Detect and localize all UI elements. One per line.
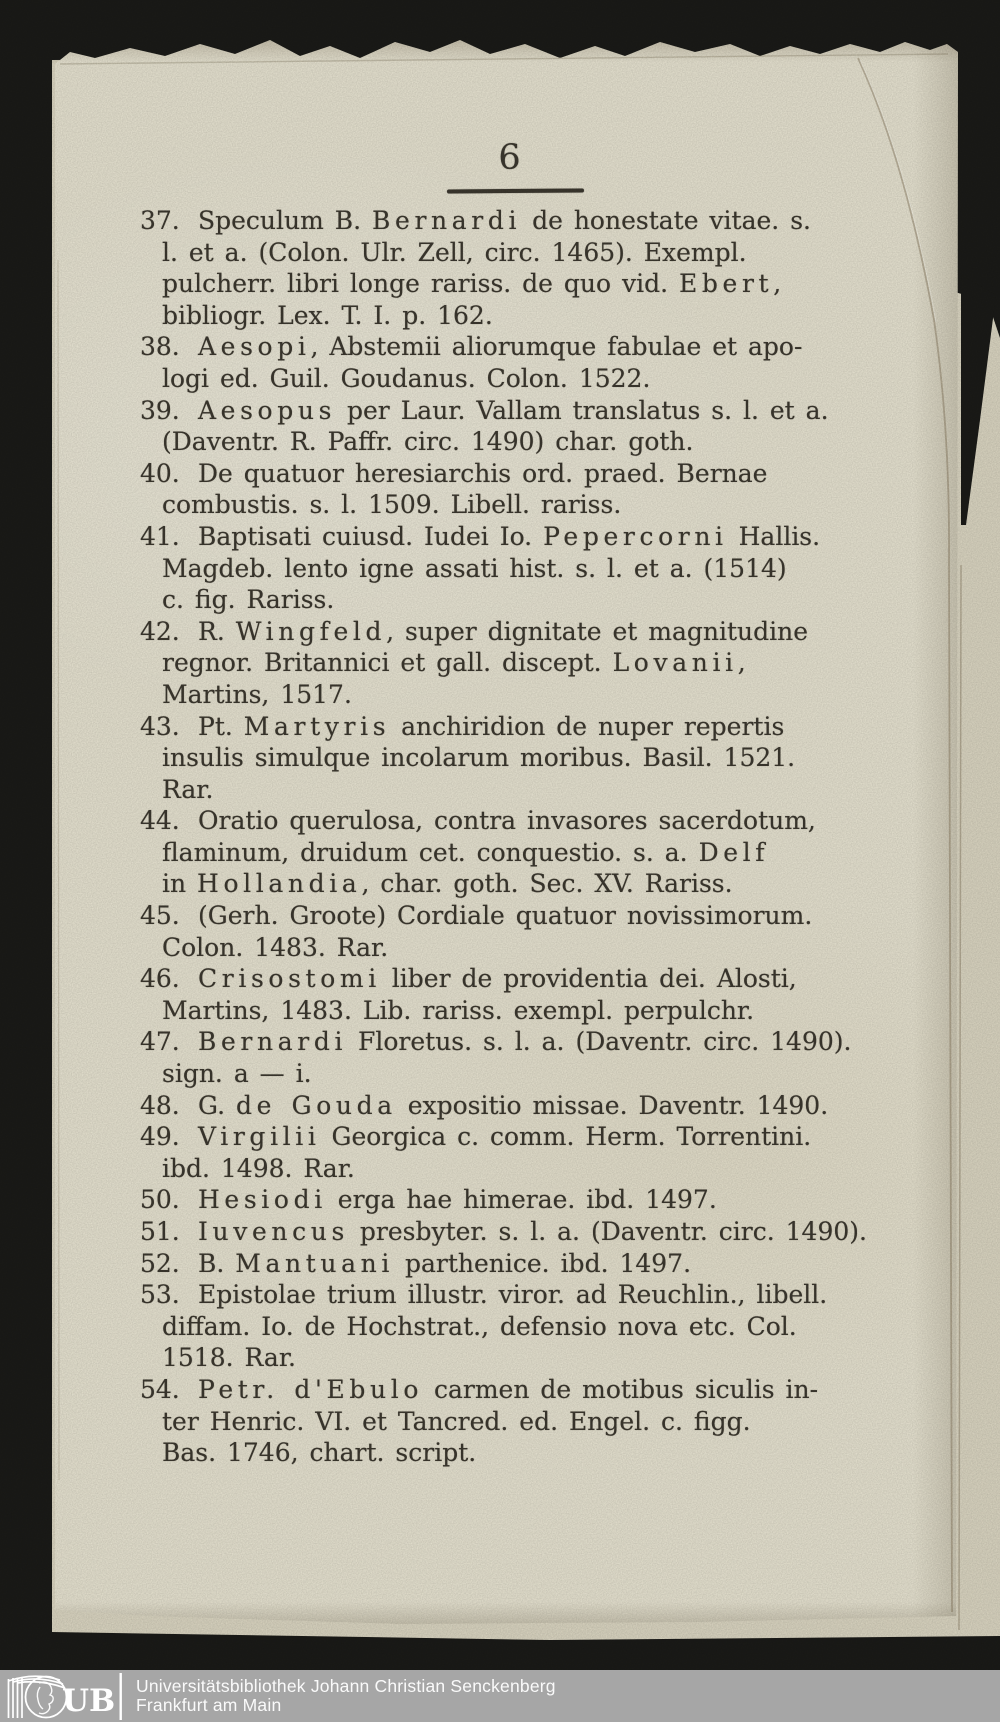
- entry-line: 41. Baptisati cuiusd. Iudei Io. Pepercorni Hallis.: [140, 521, 821, 551]
- entry-list: [140, 206, 900, 1470]
- entry-number: 39.: [140, 395, 180, 425]
- entry-line: Colon. 1483. Rar.: [162, 932, 389, 962]
- entry-line: logi ed. Guil. Goudanus. Colon. 1522.: [162, 363, 651, 393]
- entry-line: 42. R. Wingfeld, super dignitate et magnitudine: [140, 616, 809, 646]
- catalog-entry: [140, 1249, 900, 1281]
- entry-line: ibd. 1498. Rar.: [162, 1153, 355, 1183]
- footer-institution: Universitätsbibliothek Johann Christian Senckenberg: [136, 1675, 556, 1696]
- entry-line: Bas. 1746, chart. script.: [162, 1438, 477, 1468]
- entry-line: Rar.: [162, 774, 214, 804]
- entry-line: 53. Epistolae trium illustr. viror. ad Reuchlin., libell.: [140, 1280, 828, 1310]
- entry-line: 38. Aesopi, Abstemii aliorumque fabulae et apo-: [140, 332, 803, 362]
- logo-divider: [120, 1673, 122, 1720]
- entry-number: 38.: [140, 332, 180, 362]
- entry-number: 53.: [140, 1280, 180, 1310]
- entry-line: Magdeb. lento igne assati hist. s. l. et a. (1514): [162, 553, 787, 583]
- entry-number: 40.: [140, 458, 180, 488]
- footer-caption: [136, 1677, 556, 1716]
- library-footer-bar: [0, 1670, 1000, 1722]
- entry-number: 48.: [140, 1090, 180, 1120]
- ub-logo-text: UB: [62, 1682, 116, 1719]
- entry-line: 1518. Rar.: [162, 1343, 296, 1373]
- entry-number: 42.: [140, 616, 180, 646]
- entry-line: 39. Aesopus per Laur. Vallam translatus s. l. et a.: [140, 395, 829, 425]
- entry-line: Martins, 1483. Lib. rariss. exempl. perpulchr.: [162, 995, 755, 1025]
- catalog-entry: [140, 1027, 900, 1090]
- entry-line: 44. Oratio querulosa, contra invasores sacerdotum,: [140, 806, 816, 836]
- catalog-entry: [140, 617, 900, 712]
- entry-line: diffam. Io. de Hochstrat., defensio nova etc. Col.: [162, 1311, 797, 1341]
- entry-line: 52. B. Mantuani parthenice. ibd. 1497.: [140, 1248, 692, 1278]
- portrait-silhouette-icon: [37, 1682, 53, 1714]
- entry-number: 49.: [140, 1122, 180, 1152]
- entry-line: 50. Hesiodi erga hae himerae. ibd. 1497.: [140, 1185, 717, 1215]
- catalog-entry: [140, 1122, 900, 1185]
- catalog-entry: [140, 901, 900, 964]
- entry-line: in Hollandia, char. goth. Sec. XV. Rariss.: [162, 869, 733, 899]
- entry-line: flaminum, druidum cet. conquestio. s. a. Delf: [162, 837, 770, 867]
- entry-line: 47. Bernardi Floretus. s. l. a. (Daventr. circ. 1490).: [140, 1027, 852, 1057]
- entry-line: combustis. s. l. 1509. Libell. rariss.: [162, 490, 622, 520]
- entry-number: 47.: [140, 1027, 180, 1057]
- entry-number: 54.: [140, 1374, 180, 1404]
- catalog-entry: [140, 522, 900, 617]
- entry-line: sign. a — i.: [162, 1059, 312, 1089]
- catalog-entry: [140, 712, 900, 807]
- catalog-entry: [140, 1280, 900, 1375]
- catalog-entry: [140, 806, 900, 901]
- catalog-entry: [140, 332, 900, 395]
- entry-number: 46.: [140, 964, 180, 994]
- catalog-entry: [140, 396, 900, 459]
- entry-line: 51. Iuvencus presbyter. s. l. a. (Daventr. circ. 1490).: [140, 1217, 867, 1246]
- entry-line: pulcherr. libri longe rariss. de quo vid. Ebert,: [162, 269, 782, 299]
- entry-number: 43.: [140, 711, 180, 741]
- entry-line: 46. Crisostomi liber de providentia dei. Alosti,: [140, 964, 797, 994]
- entry-line: 43. Pt. Martyris anchiridion de nuper repertis: [140, 711, 785, 741]
- ub-library-logo-icon: [6, 1673, 126, 1720]
- entry-number: 41.: [140, 521, 180, 551]
- entry-line: insulis simulque incolarum moribus. Basil. 1521.: [162, 743, 796, 773]
- entry-number: 51.: [140, 1217, 180, 1246]
- entry-line: 45. (Gerh. Groote) Cordiale quatuor novissimorum.: [140, 901, 813, 931]
- entry-line: Martins, 1517.: [162, 679, 352, 709]
- catalog-entry: [140, 1375, 900, 1470]
- catalog-entry: [140, 964, 900, 1027]
- entry-number: 50.: [140, 1185, 180, 1215]
- page-number: 6: [498, 138, 522, 178]
- entry-line: bibliogr. Lex. T. I. p. 162.: [162, 300, 493, 330]
- catalog-entry: [140, 459, 900, 522]
- catalog-entry: [140, 206, 900, 332]
- footer-location: Frankfurt am Main: [136, 1695, 282, 1715]
- catalog-entry: [140, 1185, 900, 1217]
- entry-line: 49. Virgilii Georgica c. comm. Herm. Torrentini.: [140, 1122, 812, 1152]
- entry-number: 52.: [140, 1248, 180, 1278]
- entry-line: 37. Speculum B. Bernardi de honestate vitae. s.: [140, 206, 811, 235]
- entry-line: 54. Petr. d'Ebulo carmen de motibus siculis in-: [140, 1374, 819, 1404]
- catalog-entry: [140, 1217, 900, 1249]
- entry-line: 48. G. de Gouda expositio missae. Daventr. 1490.: [140, 1090, 829, 1120]
- entry-number: 37.: [140, 206, 180, 235]
- entry-line: (Daventr. R. Paffr. circ. 1490) char. goth.: [162, 427, 694, 457]
- entry-line: l. et a. (Colon. Ulr. Zell, circ. 1465). Exempl.: [162, 237, 747, 267]
- entry-line: ter Henric. VI. et Tancred. ed. Engel. c. figg.: [162, 1406, 751, 1436]
- entry-line: c. fig. Rariss.: [162, 585, 335, 615]
- entry-line: regnor. Britannici et gall. discept. Lovanii,: [162, 648, 746, 678]
- entry-number: 45.: [140, 901, 180, 931]
- entry-number: 44.: [140, 806, 180, 836]
- entry-line: 40. De quatuor heresiarchis ord. praed. Bernae: [140, 458, 768, 488]
- catalog-entry: [140, 1091, 900, 1123]
